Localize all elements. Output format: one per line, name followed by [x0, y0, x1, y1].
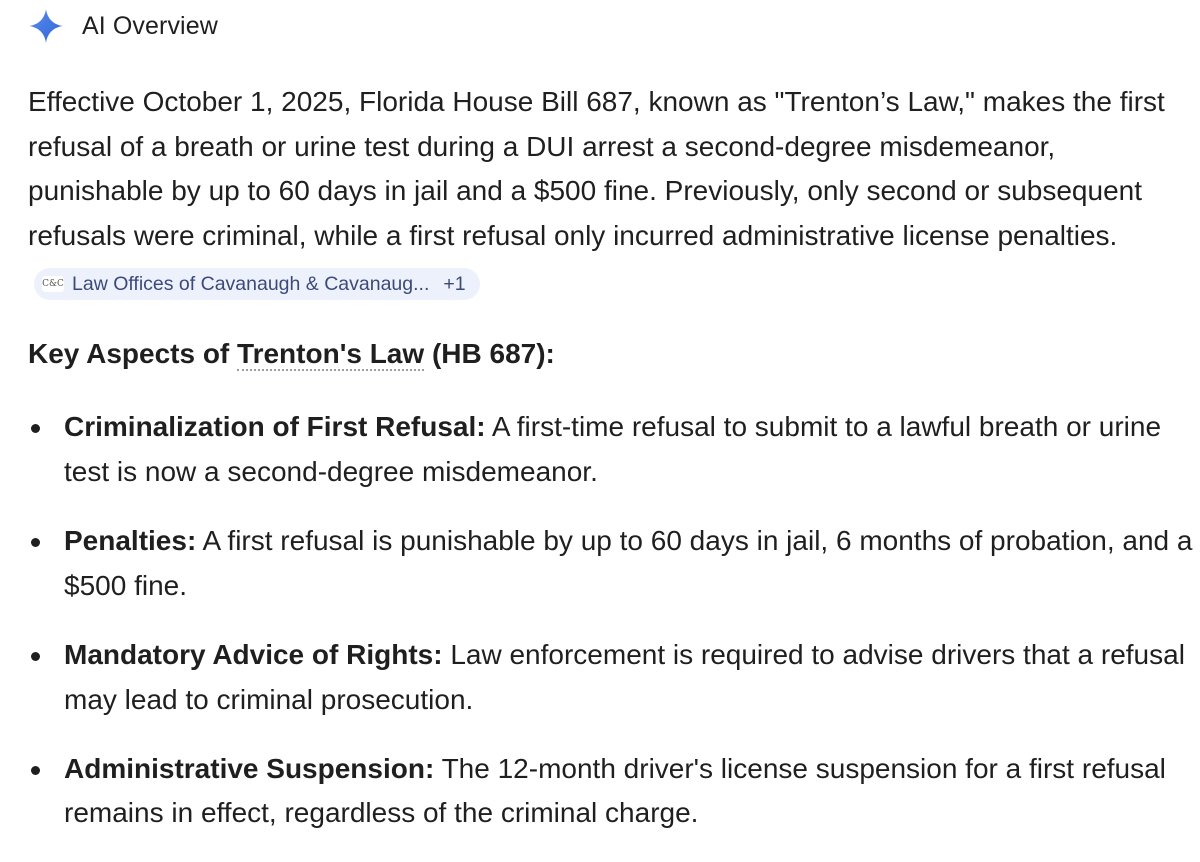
list-item — [0, 405, 1194, 494]
summary-text: Effective October 1, 2025, Florida House Bill 687, known as "Trenton’s Law," makes the first refusal of a breath or urine test during a DUI arrest a second-degree misdemeanor, punishable by up to 60 days in jail and a $500 fine. Previously, only second or subsequent refusals were criminal, while a first refusal only incurred administrative license penalties. — [28, 86, 1165, 252]
list-item — [0, 519, 1194, 608]
bullet-icon — [31, 538, 40, 547]
ai-overview-header — [28, 8, 218, 44]
bullet-icon — [31, 766, 40, 775]
summary-paragraph — [28, 80, 1193, 304]
list-item — [0, 633, 1194, 722]
bullet-term: Penalties: — [64, 524, 197, 556]
source-chip-label: Law Offices of Cavanaugh & Cavanaug... — [72, 272, 430, 295]
source-chip-more: +1 — [443, 272, 466, 295]
bullet-text: Law enforcement is required to advise drivers that a refusal may lead to criminal prosecution. — [64, 638, 1185, 715]
bullet-text: The 12-month driver's license suspension for a first refusal remains in effect, regardless of the criminal charge. — [64, 752, 1166, 829]
key-aspects-prefix: Key Aspects of — [28, 338, 238, 369]
list-item — [0, 747, 1194, 836]
sparkle-icon — [28, 8, 64, 44]
bullet-term: Administrative Suspension: — [64, 752, 435, 784]
bullet-text: A first refusal is punishable by up to 60 days in jail, 6 months of probation, and a $500 fine. — [64, 524, 1193, 601]
bullet-term: Criminalization of First Refusal: — [64, 411, 486, 442]
source-logo-icon: C&C — [42, 276, 64, 292]
header-title: AI Overview — [82, 11, 218, 40]
trentons-law-link[interactable]: Trenton's Law — [237, 338, 425, 369]
source-chip[interactable] — [34, 268, 480, 300]
key-aspects-list — [0, 405, 1200, 861]
key-aspects-suffix: (HB 687): — [424, 338, 555, 369]
bullet-text: A first-time refusal to submit to a lawful breath or urine test is now a second-degree misdemeanor. — [64, 411, 1162, 487]
key-aspects-heading — [28, 332, 555, 376]
bullet-icon — [31, 424, 40, 433]
bullet-icon — [31, 652, 40, 661]
bullet-term: Mandatory Advice of Rights: — [64, 638, 443, 670]
